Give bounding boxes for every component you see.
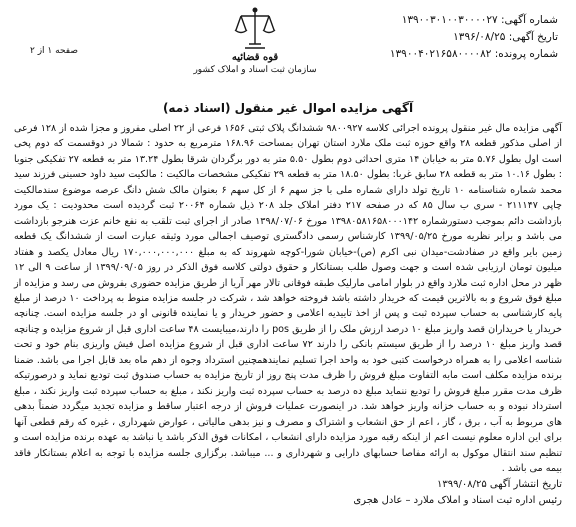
page-indicator: صفحه ۱ از ۲ (30, 46, 78, 56)
notice-number: شماره آگهی: ۱۳۹۰۰۳۰۱۰۰۳۰۰۰۰۲۷ (401, 14, 558, 26)
judiciary-emblem-icon (233, 4, 277, 52)
org-line-registry: سازمان ثبت اسناد و املاک کشور (193, 65, 317, 75)
org-line-judiciary: قوه قضائیه (231, 52, 279, 63)
notice-body (14, 121, 562, 476)
notice-meta (390, 12, 558, 63)
signature-line: رئیس اداره ثبت اسناد و املاک ملارد – عادل هجری (353, 495, 562, 506)
notice-footer (353, 477, 562, 509)
notice-title: آگهی مزایده اموال غیر منقول (اسناد ذمه) (162, 101, 414, 115)
file-number: شماره پرونده: ۱۳۹۰۰۴۰۲۱۶۵۸۰۰۰۰۸۲ (389, 48, 558, 60)
notice-paragraph: آگهی مزایده مال غیر منقول پرونده اجرائی کلاسه ۹۸۰۰۹۲۷ ششدانگ پلاک ثبتی ۱۶۵۶ فرعی از ۲۲ اصلی مفروز و مجزا شده از ۱۲۸ فرعی از اصلی مذکور قطعه ۲۸ واقع حوزه ثبت ملک ملارد استان تهران بمساحت ۱۶۸.۹۶ مترمربع به حدود : شمالا در دوقسمت که دوم پخی است اول بطول ۵.۷۶ متر به خیابان ۱۴ متری احداثی دوم بطول ۵.۵۰ متر به دور برگردان شرقا بطول ۱۳.۲۴ متر به قطعه ۲۷ تفکیکی جنوبا : بطول ۱۰.۱۶ متر به قطعه ۲۸ سابق غربا: بطول ۱۸.۵۰ متر به قطعه ۲۹ تفکیکی مشخصات مالکیت : مالکیت سید داود حسینی فرزند سید محمد شماره شناسنامه ۱۰ تاریخ تولد دارای شماره ملی با جز سهم ۶ از کل سهم ۶ بعنوان مالک شش دانگ عرصه موضوع سندمالکیت چاپی ۲۱۱۱۴۷ - سری ب سال ۸۵ که در صفحه ۲۱۷ دفتر املاک جلد ۲۰۸ ذیل شماره ۲۰۰۶۴ ثبت گردیده است محدودیت : یک مورد بازداشت دائم بموجب دستورشماره ۱۳۹۸۰۵۸۱۶۵۸۰۰۰۱۴۲ مورخ ۱۳۹۸/۰۷/۰۶ صادر از اجرای ثبت تلقب به نفع خانم عزت هنرجو بازداشت می باشد و برابر نظریه مورخ ۱۳۹۹/۰۵/۲۵ کارشناس رسمی دادگستری توصیف اجمالی مورد وثیقه عبارت است از ششدانگ یک قطعه زمین بایر واقع در صفادشت-میدان نبی اکرم (ص)-خیابان شورا-کوچه شهروند که به مبلغ ۱۷۰,۰۰۰,۰۰۰,۰۰۰ ریال معادل یکصد و هفتاد میلیون تومان ارزیابی شده است و جهت وصول طلب بستانکار و حقوق دولتی کلاسه فوق الذکر در روز ۱۳۹۹/۰۹/۰۵ از ساعت ۹ الی ۱۲ ظهر در محل اداره ثبت ملارد واقع در بلوار امامی مارلیک طبقه فوقانی تالار مهر آریا از طریق مزایده حضوری بفروش می رسد و مزایده از مبلغ فوق شروع و به بالاترین قیمت که خریدار داشته باشد فروخته خواهد شد ، شرکت در جلسه مزایده منوط به پرداخت ۱۰ درصد از مبلغ پایه کارشناسی به حساب سپرده ثبت و پس از اخذ تاییدیه اعلامی و حضور خریدار و یا نماینده قانونی او در جلسه مزایده است. چنانچه خریدار یا خریداران قصد واریز مبلغ ۱۰ درصد ارزش ملک را از طریق pos را دارند،میبایست ۴۸ ساعت اداری قبل از شروع مزایده و چنانچه قصد واریز مبلغ ۱۰ درصد را از طریق سیستم بانکی را دارند ۷۲ ساعت اداری قبل از شروع مزایده اصل فیش واریزی بنام خود و تحت شناسه اعلامی را به همراه درخواست کتبی خود به واحد اجرا تسلیم نمایندهمچنین استرداد وجوه از دهم ماه بعد قابل اجرا می باشد. ضمنا برنده مزایده مکلف است مابه التفاوت مبلغ فروش را ظرف مدت پنج روز از تاریخ مزایده به حساب صندوق ثبت تودیع نماید و درصورتیکه ظرف مدت مقرر مبلغ فروش را تودیع ننماید مبلغ ده درصد به حساب سپرده ثبت واریز نکند ، مبلغ به حساب سپرده ثبت واریز نکند ، مبلغ استرداد نبوده و به حساب خزانه واریز خواهد شد. در اینصورت عملیات فروش از درجه اعتبار ساقط و مزایده تجدید میگردد ضمناً بدهی های مربوط به آب ، برق ، گاز ، اعم از حق انشعاب و اشتراک و مصرف و نیز بدهی مالیاتی ، عوارض شهرداری ، غیره که رقم قطعی آنها برای این اداره معلوم نیست اعم از اینکه رقبه مورد مزایده دارای انشعاب ، امکانات فوق الذکر باشد یا نباشد به عهده برنده مزایده است و تنظیم سند انتقال موکول به ارائه مفاصا حسابهای دارایی و شهرداری و ... میباشد. برگزاری جلسه مزایده با توجه به اعلام بستانکار فاقد بیمه می باشد . (14, 123, 563, 474)
document-header (0, 0, 576, 96)
publish-date: تاریخ انتشار آگهی ۱۳۹۹/۰۸/۲۵ (436, 479, 562, 490)
organization-name (170, 52, 340, 75)
notice-date: تاریخ آگهی: ۱۳۹۶/۰۸/۲۵ (453, 31, 558, 43)
